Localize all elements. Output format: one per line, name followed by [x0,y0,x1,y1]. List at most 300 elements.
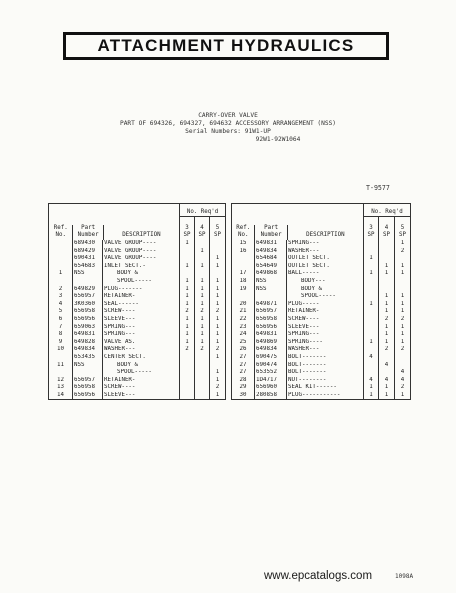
qty-5sp-cell: 4 [395,377,411,385]
part-number-cell [255,293,287,301]
ref-no-cell: 24 [232,331,255,339]
part-number-cell: NSS [73,362,103,370]
parts-row [49,293,226,301]
qty-3sp-cell [364,248,379,256]
parts-row [232,278,411,286]
parts-row [232,324,411,332]
c5-label: 5 [215,224,220,231]
parts-row [49,248,226,256]
qty-3sp-cell: 1 [180,331,195,339]
qty-5sp-cell: 1 [210,301,226,309]
qty-4sp-cell [195,377,210,385]
qty-5sp-cell: 1 [210,255,226,263]
part-number-cell: 656958 [73,384,103,392]
parts-row [232,308,411,316]
ref-no-cell [232,263,255,271]
parts-row [49,346,226,354]
ref-label: Ref. [236,224,251,231]
qty-5sp-cell: 1 [395,301,411,309]
c5-label: 5 [400,224,405,231]
qty-4sp-cell: 1 [195,339,210,347]
qty-4sp-cell [379,286,395,294]
part-number-cell: 1D4717 [255,377,287,385]
qty-3sp-cell [180,354,195,362]
description-cell: BOLT------- [287,362,364,370]
description-cell: BOLT------- [287,369,364,377]
part-number-cell: 649869 [255,339,287,347]
c3-label: 3 [185,224,189,231]
description-header: DESCRIPTION [122,232,161,239]
col-3sp [180,217,195,240]
description-cell: OUTLET SECT. [287,263,364,271]
part-number-cell: 659063 [73,324,103,332]
qty-5sp-cell: 4 [395,369,411,377]
qty-4sp-cell: 1 [379,293,395,301]
description-cell: VALVE GROUP---- [103,240,180,248]
qty-4sp-cell [379,248,395,256]
sp-label: SP [214,232,222,239]
qty-4sp-cell [195,255,210,263]
qty-3sp-cell: 1 [180,293,195,301]
qty-5sp-cell [395,354,411,362]
description-cell: BOLT------- [287,354,364,362]
description-cell: SEAL KIT------ [287,384,364,392]
description-header: DESCRIPTION [306,232,345,239]
ref-no-cell: 27 [232,362,255,370]
qty-5sp-cell: 1 [210,324,226,332]
qty-3sp-cell: 4 [364,354,379,362]
qty-3sp-cell [364,369,379,377]
qty-4sp-cell [195,270,210,278]
qty-4sp-cell [195,362,210,370]
parts-row [49,316,226,324]
ref-no-cell: 4 [49,301,73,309]
number-label: Number [260,232,282,239]
qty-4sp-cell: 1 [379,392,395,400]
qty-3sp-cell [364,331,379,339]
qty-5sp-cell: 1 [210,286,226,294]
parts-row [49,392,226,400]
ref-no-cell [49,240,73,248]
part-number-cell: 649834 [73,346,103,354]
part-number-cell [73,369,103,377]
ref-label: Ref. [53,224,68,231]
parts-row [49,308,226,316]
sp-label: SP [367,232,375,239]
qty-3sp-cell [180,255,195,263]
qty-5sp-cell: 1 [395,270,411,278]
ref-no-cell: 27 [232,369,255,377]
qty-4sp-cell: 1 [379,324,395,332]
c4-label: 4 [384,224,389,231]
qty-5sp-cell: 1 [395,324,411,332]
qty-5sp-cell: 1 [210,263,226,271]
ref-no-cell: 18 [232,278,255,286]
qty-5sp-cell: 2 [395,316,411,324]
ref-no-cell: 21 [232,308,255,316]
parts-row [232,316,411,324]
qty-3sp-cell [364,346,379,354]
qty-5sp-cell: 2 [210,308,226,316]
qty-3sp-cell [180,270,195,278]
ref-no-cell: 23 [232,324,255,332]
qty-3sp-cell: 1 [180,240,195,248]
part-number-cell: 649831 [255,240,287,248]
part-number-cell: 653552 [255,369,287,377]
qty-4sp-cell: 1 [195,316,210,324]
description-cell: SLEEVE--- [103,392,180,400]
ref-no-cell [49,354,73,362]
ref-no-cell: 29 [232,384,255,392]
parts-row [232,240,411,248]
description-cell: WASHER--- [103,346,180,354]
c4-label: 4 [200,224,204,231]
qty-5sp-cell: 1 [210,377,226,385]
part-label: Part [81,224,96,231]
part-number-cell: NSS [73,270,103,278]
ref-no-cell: 16 [232,248,255,256]
part-header [255,225,287,240]
part-number-cell: 656956 [255,324,287,332]
qty-3sp-cell: 1 [180,339,195,347]
qty-3sp-cell [180,377,195,385]
qty-4sp-cell [379,369,395,377]
description-cell: SPRING--- [103,331,180,339]
description-cell: BODY & [103,270,180,278]
parts-row [49,369,226,377]
description-cell: SEAL------ [103,301,180,309]
qty-4sp-cell [195,354,210,362]
qty-3sp-cell [180,392,195,400]
parts-row [49,354,226,362]
description-cell: SCREW---- [103,384,180,392]
qty-4sp-cell: 1 [379,331,395,339]
part-number-cell: 649868 [255,270,287,278]
qty-3sp-cell [180,384,195,392]
description-cell: SPRING--- [103,324,180,332]
description-cell: NUT-------- [287,377,364,385]
part-number-cell: 654683 [73,263,103,271]
qty-4sp-cell: 1 [195,263,210,271]
part-number-cell: 649834 [255,346,287,354]
ref-no-cell [49,278,73,286]
description-cell: SPOOL----- [103,278,180,286]
parts-row [232,362,411,370]
parts-row [232,392,411,400]
parts-row [232,255,411,263]
ref-no-cell: 2 [49,286,73,294]
ref-no-cell: 28 [232,377,255,385]
qty-4sp-cell: 2 [379,346,395,354]
part-number-cell [73,278,103,286]
ref-no-cell: 13 [49,384,73,392]
parts-row [232,293,411,301]
part-number-cell: 649834 [255,248,287,256]
qty-3sp-cell: 1 [180,286,195,294]
ref-no-cell: 3 [49,293,73,301]
description-cell: CENTER SECT. [103,354,180,362]
qty-5sp-cell: 1 [395,293,411,301]
qty-5sp-cell [210,362,226,370]
parts-row [232,339,411,347]
parts-row [49,339,226,347]
parts-table-right [231,203,411,400]
qty-5sp-cell: 1 [210,278,226,286]
qty-4sp-cell [379,255,395,263]
qty-3sp-cell [364,293,379,301]
qty-4sp-cell: 1 [195,324,210,332]
parts-row [49,362,226,370]
qty-5sp-cell: 1 [210,339,226,347]
footer-code: 1098A [395,573,414,580]
qty-3sp-cell [364,324,379,332]
parts-row [49,377,226,385]
qty-3sp-cell: 1 [180,301,195,309]
no-label: No. [238,232,249,239]
qty-4sp-cell: 1 [195,301,210,309]
parts-row [49,240,226,248]
part-number-cell: 280858 [255,392,287,400]
ref-header [49,225,73,240]
qty-3sp-cell: 1 [180,316,195,324]
qty-5sp-cell: 1 [210,369,226,377]
description-cell: BODY & [287,286,364,294]
description-cell: OUTLET SECT. [287,255,364,263]
qty-5sp-cell: 2 [395,248,411,256]
description-cell: BALL----- [287,270,364,278]
qty-4sp-cell [195,240,210,248]
sp-label: SP [399,232,406,239]
parts-row [49,331,226,339]
col-3sp [364,217,379,240]
qty-5sp-cell: 1 [395,339,411,347]
part-number-cell: 649831 [73,331,103,339]
qty-4sp-cell [379,240,395,248]
qty-3sp-cell [364,308,379,316]
qty-4sp-cell: 2 [379,316,395,324]
description-cell: SLEEVE--- [103,316,180,324]
qty-3sp-cell: 1 [180,278,195,286]
part-number-cell: NSS [255,286,287,294]
part-number-cell: 656960 [255,384,287,392]
qty-5sp-cell: 2 [395,346,411,354]
qty-5sp-cell: 1 [395,331,411,339]
qty-4sp-cell: 4 [379,362,395,370]
description-cell: VALVE GROUP---- [103,248,180,256]
description-cell: VALVE GROUP---- [103,255,180,263]
part-number-cell: 649831 [255,331,287,339]
description-cell: SPRING---- [287,339,364,347]
parts-row [232,384,411,392]
ref-header [232,225,255,240]
qty-4sp-cell: 1 [379,263,395,271]
ref-no-cell: 6 [49,316,73,324]
qty-5sp-cell: 1 [210,392,226,400]
part-label: Part [264,224,279,231]
part-number-cell: 649871 [255,301,287,309]
parts-row [49,278,226,286]
part-number-cell: 689429 [73,248,103,256]
header-line-3: Serial Numbers: 91W1-UP [185,128,271,135]
sp-label: SP [383,232,390,239]
description-cell: RETAINER- [103,293,180,301]
qty-3sp-cell: 1 [364,392,379,400]
sp-label: SP [183,232,191,239]
qty-3sp-cell: 1 [180,263,195,271]
ref-no-cell [49,369,73,377]
qty-4sp-cell [195,369,210,377]
part-number-cell: 3K0360 [73,301,103,309]
ref-no-cell [49,248,73,256]
header-block [60,112,396,144]
qty-5sp-cell [395,255,411,263]
qty-4sp-cell: 1 [379,301,395,309]
qty-5sp-cell: 1 [210,331,226,339]
ref-no-cell: 25 [232,339,255,347]
description-cell: SPOOL----- [103,369,180,377]
part-number-cell: 654649 [255,263,287,271]
qty-5sp-cell: 1 [210,354,226,362]
parts-row [49,286,226,294]
qty-4sp-cell: 1 [379,384,395,392]
part-number-cell: 656957 [255,308,287,316]
ref-no-cell [232,255,255,263]
part-number-cell: 654684 [255,255,287,263]
qty-5sp-cell: 1 [395,308,411,316]
no-label: No. [55,232,66,239]
col-5sp [395,217,411,240]
qty-3sp-cell [364,362,379,370]
footer-url: www.epcatalogs.com [264,570,373,582]
description-cell: BODY & [103,362,180,370]
qty-5sp-cell [395,278,411,286]
qty-5sp-cell: 1 [210,316,226,324]
ref-no-cell: 1 [49,270,73,278]
description-cell: SPRING--- [287,240,364,248]
qty-3sp-cell: 1 [364,255,379,263]
header-line-2: PART OF 694326, 694327, 694632 ACCESSORY ARRANGEMENT (NSS) [119,120,337,127]
qty-5sp-cell [210,270,226,278]
description-cell: PLUG------- [103,286,180,294]
qty-3sp-cell [364,286,379,294]
qty-3sp-cell [364,316,379,324]
ref-no-cell: 26 [232,346,255,354]
parts-row [49,384,226,392]
qty-4sp-cell: 2 [195,308,210,316]
part-number-cell: 649828 [73,339,103,347]
qty-5sp-cell [210,240,226,248]
col-4sp [195,217,210,240]
qty-4sp-cell: 1 [379,339,395,347]
qty-4sp-cell [379,354,395,362]
description-cell: SCREW---- [103,308,180,316]
qty-3sp-cell: 1 [364,270,379,278]
parts-row [232,354,411,362]
c3-label: 3 [369,224,373,231]
qty-4sp-cell: 1 [195,331,210,339]
qty-3sp-cell [180,248,195,256]
qty-3sp-cell [364,240,379,248]
ref-no-cell: 5 [49,308,73,316]
qty-5sp-cell: 2 [395,384,411,392]
parts-row [232,263,411,271]
qty-4sp-cell: 1 [195,278,210,286]
parts-row [49,263,226,271]
qty-4sp-cell: 1 [195,248,210,256]
ref-no-cell: 14 [49,392,73,400]
qty-3sp-cell: 2 [180,346,195,354]
description-cell: WASHER--- [287,248,364,256]
parts-row [232,286,411,294]
qty-5sp-cell: 2 [210,384,226,392]
noreq-header: No. Req'd [180,204,226,217]
title-banner [63,32,389,60]
description-cell: RETAINER- [287,308,364,316]
qty-4sp-cell: 2 [195,346,210,354]
qty-5sp-cell: 1 [395,263,411,271]
page-title: ATTACHMENT HYDRAULICS [97,36,355,55]
ref-no-cell: 15 [232,240,255,248]
ref-no-cell [232,293,255,301]
parts-row [232,377,411,385]
description-cell: PLUG----- [287,301,364,309]
qty-3sp-cell: 1 [364,339,379,347]
part-header [73,225,103,240]
description-cell: SPRING--- [287,331,364,339]
qty-3sp-cell: 1 [364,384,379,392]
ref-no-cell: 20 [232,301,255,309]
qty-5sp-cell: 1 [395,240,411,248]
header-line-4: 92W1-92W1064 [255,136,301,143]
ref-no-cell: 11 [49,362,73,370]
part-number-cell: 690474 [255,362,287,370]
description-cell: RETAINER- [103,377,180,385]
parts-table-left [48,203,226,400]
qty-4sp-cell: 1 [195,286,210,294]
ref-no-cell: 17 [232,270,255,278]
parts-row [49,324,226,332]
description-cell: INLET SECT.- [103,263,180,271]
qty-5sp-cell: 2 [210,346,226,354]
part-number-cell: 689430 [73,240,103,248]
ref-no-cell: 8 [49,331,73,339]
parts-row [232,248,411,256]
parts-row [49,301,226,309]
ref-no-cell: 19 [232,286,255,294]
ref-no-cell: 10 [49,346,73,354]
part-number-cell: 649829 [73,286,103,294]
qty-3sp-cell: 4 [364,377,379,385]
description-cell: SCREW---- [287,316,364,324]
qty-5sp-cell: 1 [395,392,411,400]
qty-3sp-cell: 2 [180,308,195,316]
description-cell: SPOOL----- [287,293,364,301]
qty-5sp-cell [395,286,411,294]
parts-row [232,331,411,339]
description-cell: WASHER--- [287,346,364,354]
description-cell: PLUG----------- [287,392,364,400]
description-cell: VALVE AS. [103,339,180,347]
part-number-cell: 656957 [73,377,103,385]
part-number-cell: 690475 [255,354,287,362]
description-cell: SLEEVE--- [287,324,364,332]
col-5sp [210,217,226,240]
number-label: Number [77,232,99,239]
qty-4sp-cell [195,384,210,392]
qty-3sp-cell [364,278,379,286]
part-number-cell: 653435 [73,354,103,362]
description-cell: BODY--- [287,278,364,286]
